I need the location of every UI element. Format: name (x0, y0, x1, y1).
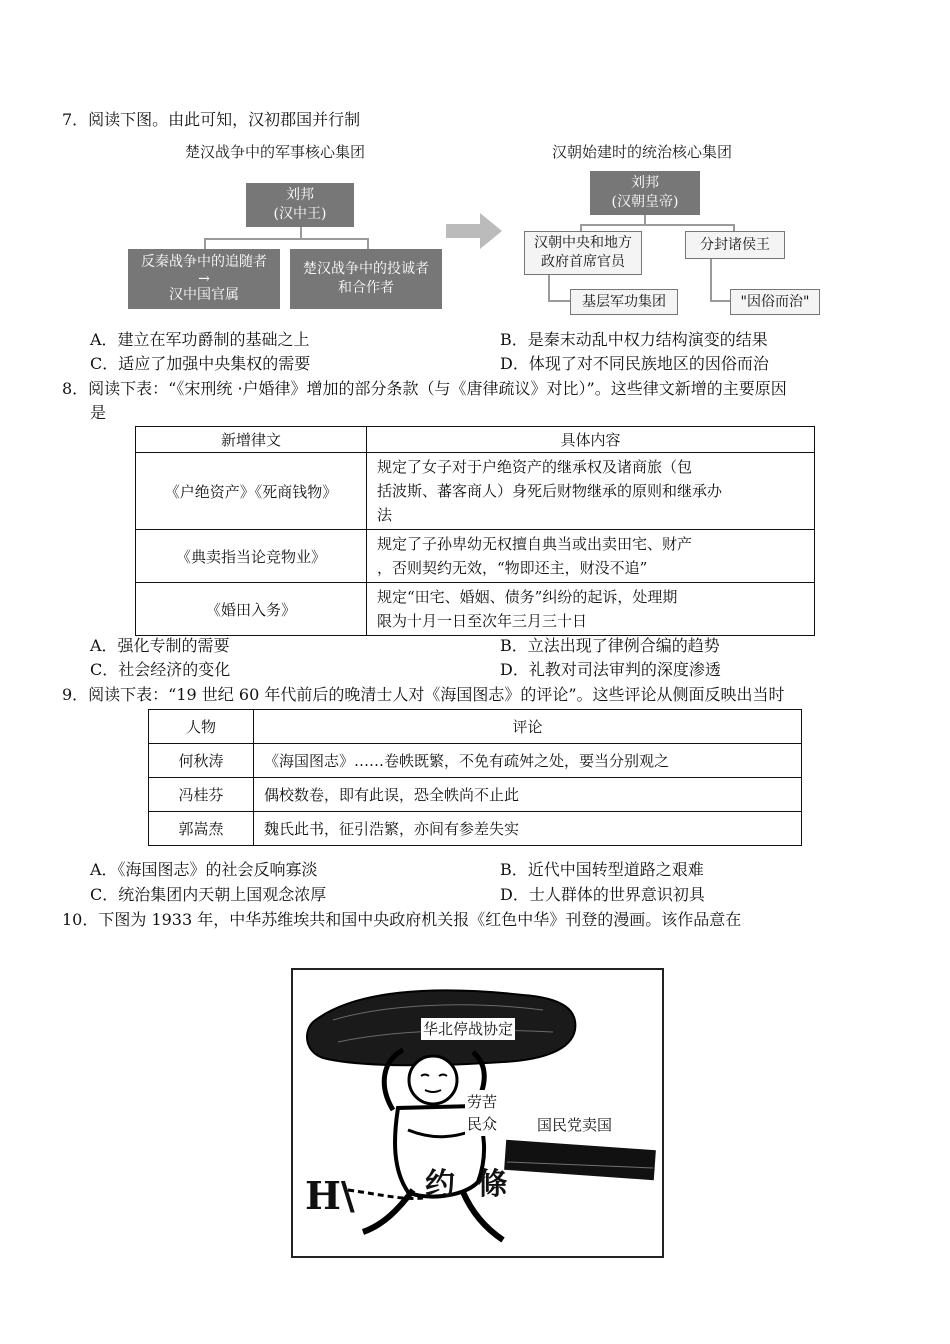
table-row (149, 744, 802, 778)
q8-content-line: 规定“田宅、婚姻、债务”纠纷的起诉，处理期 (377, 588, 678, 606)
q10-cartoon (291, 968, 664, 1258)
table-row (136, 453, 815, 530)
q9-option-c[interactable]: C．统治集团内天朝上国观念浓厚 (90, 885, 327, 904)
q7-right-box-a (524, 231, 642, 275)
q8-header-content: 具体内容 (367, 427, 815, 453)
q8-content-cell (367, 530, 815, 583)
q7-right-connector (580, 224, 734, 226)
q10-stem: 10．下图为 1933 年，中华苏维埃共和国中央政府机关报《红色中华》刊登的漫画。该作品意在 (62, 910, 742, 929)
q7-left-a-line2: 汉中国官属 (169, 287, 239, 303)
right-arrow-icon (446, 213, 502, 249)
q7-right-box-d (730, 289, 820, 315)
q9-comment-cell: 魏氏此书，征引浩繁，亦间有参差失实 (254, 812, 802, 846)
q7-right-title: 汉朝始建时的统治核心集团 (552, 143, 733, 161)
q10-label-agreement: 华北停战协定 (423, 1020, 514, 1038)
q10-scrawl-left: H\ (305, 1173, 355, 1218)
q9-person-cell: 何秋涛 (149, 744, 254, 778)
q9-stem: 9．阅读下表：“19 世纪 60 年代前后的晚清士人对《海国图志》的评论”。这些评论从侧面反映出当时 (62, 685, 785, 704)
table-row (149, 778, 802, 812)
q8-header-row (136, 427, 815, 453)
q8-content-line: 规定了女子对于户绝资产的继承权及诸商旅（包 (377, 458, 693, 476)
q7-right-top-box (590, 171, 700, 215)
q7-left-top-line2: (汉中王) (273, 206, 327, 222)
table-row (136, 583, 815, 636)
q7-right-d-label: "因俗而治" (740, 293, 810, 310)
q9-table (148, 709, 802, 846)
q8-law-cell: 《婚田入务》 (136, 583, 367, 636)
q9-option-a[interactable]: A．《海国图志》的社会反响寡淡 (90, 860, 318, 879)
q7-left-box-a (128, 249, 280, 309)
q7-left-connector (204, 238, 368, 240)
q8-table (135, 426, 815, 636)
q8-content-line: 括波斯、蕃客商人）身死后财物继承的原则和继承办 (377, 482, 723, 500)
q9-header-person: 人物 (149, 710, 254, 744)
q8-option-a[interactable]: A．强化专制的需要 (90, 636, 230, 655)
q8-content-line: ，否则契约无效，“物即还主，财没不追” (377, 559, 648, 577)
q7-stem: 7．阅读下图。由此可知，汉初郡国并行制 (62, 110, 361, 129)
q9-comment-cell: 《海国图志》……卷帙既繁，不免有疏舛之处，要当分别观之 (254, 744, 802, 778)
q7-right-connector (548, 275, 550, 301)
q10-scrawl-right: 约 條 (425, 1167, 514, 1202)
q7-left-b-line2: 和合作者 (338, 280, 394, 296)
q8-content-cell (367, 583, 815, 636)
q8-header-law: 新增律文 (136, 427, 367, 453)
q7-diagram (120, 138, 840, 318)
q9-option-b[interactable]: B．近代中国转型道路之艰难 (500, 860, 704, 879)
q7-right-connector (710, 259, 712, 301)
q9-comment-cell: 偶校数卷，即有此误，恐全帙尚不止此 (254, 778, 802, 812)
table-row (136, 530, 815, 583)
q7-option-d[interactable]: D．体现了对不同民族地区的因俗而治 (500, 354, 769, 373)
q7-right-box-c (570, 289, 678, 315)
q9-header-comment: 评论 (254, 710, 802, 744)
q8-stem: 8．阅读下表：“《宋刑统 ·户婚律》增加的部分条款（与《唐律疏议》对比）”。这些律文新增的主要原因 (62, 379, 787, 398)
q9-header-row (149, 710, 802, 744)
q8-option-d[interactable]: D．礼教对司法审判的深度渗透 (500, 660, 721, 679)
q7-right-b-label: 分封诸侯王 (700, 236, 770, 253)
q7-right-connector (710, 300, 730, 302)
q7-right-a-line2: 政府首席官员 (541, 254, 625, 270)
q10-label-kmt: 国民党卖国 (537, 1116, 613, 1134)
q9-person-cell: 郭嵩焘 (149, 812, 254, 846)
q8-law-cell: 《典卖指当论竞物业》 (136, 530, 367, 583)
q9-option-d[interactable]: D．士人群体的世界意识初具 (500, 885, 705, 904)
q8-content-line: 限为十月一日至次年三月三十日 (377, 612, 588, 630)
q7-option-b[interactable]: B．是秦末动乱中权力结构演变的结果 (500, 330, 768, 349)
q7-option-a[interactable]: A．建立在军功爵制的基础之上 (90, 330, 310, 349)
q7-right-box-b (685, 231, 785, 259)
q7-left-a-arrow: → (198, 271, 210, 287)
q7-left-box-b (290, 249, 442, 309)
table-row (149, 812, 802, 846)
q7-left-b-line1: 楚汉战争中的投诚者 (303, 261, 429, 277)
q10-label-people-line: 民众 (467, 1115, 498, 1133)
q10-label-people-line: 劳苦 (467, 1093, 498, 1111)
q7-right-connector (548, 300, 570, 302)
q7-right-top-line1: 刘邦 (631, 175, 659, 191)
q7-right-c-label: 基层军功集团 (582, 293, 666, 310)
q7-left-top-line1: 刘邦 (286, 187, 314, 203)
q7-left-top-box (246, 183, 354, 227)
q7-right-a-line1: 汉朝中央和地方 (534, 235, 632, 251)
q8-stem-cont: 是 (90, 403, 107, 422)
q7-option-c[interactable]: C．适应了加强中央集权的需要 (90, 354, 311, 373)
q10-label-people (465, 1090, 499, 1136)
q8-content-line: 规定了子孙卑幼无权擅自典当或出卖田宅、财产 (377, 535, 693, 553)
q7-left-title: 楚汉战争中的军事核心集团 (185, 143, 366, 161)
q7-left-a-line1: 反秦战争中的追随者 (141, 254, 267, 270)
q8-content-cell (367, 453, 815, 530)
q8-law-cell: 《户绝资产》《死商钱物》 (136, 453, 367, 530)
q8-option-c[interactable]: C．社会经济的变化 (90, 660, 231, 679)
q7-right-top-line2: (汉朝皇帝) (611, 194, 679, 210)
q9-person-cell: 冯桂芬 (149, 778, 254, 812)
q8-option-b[interactable]: B．立法出现了律例合编的趋势 (500, 636, 720, 655)
q8-content-line: 法 (377, 506, 393, 524)
